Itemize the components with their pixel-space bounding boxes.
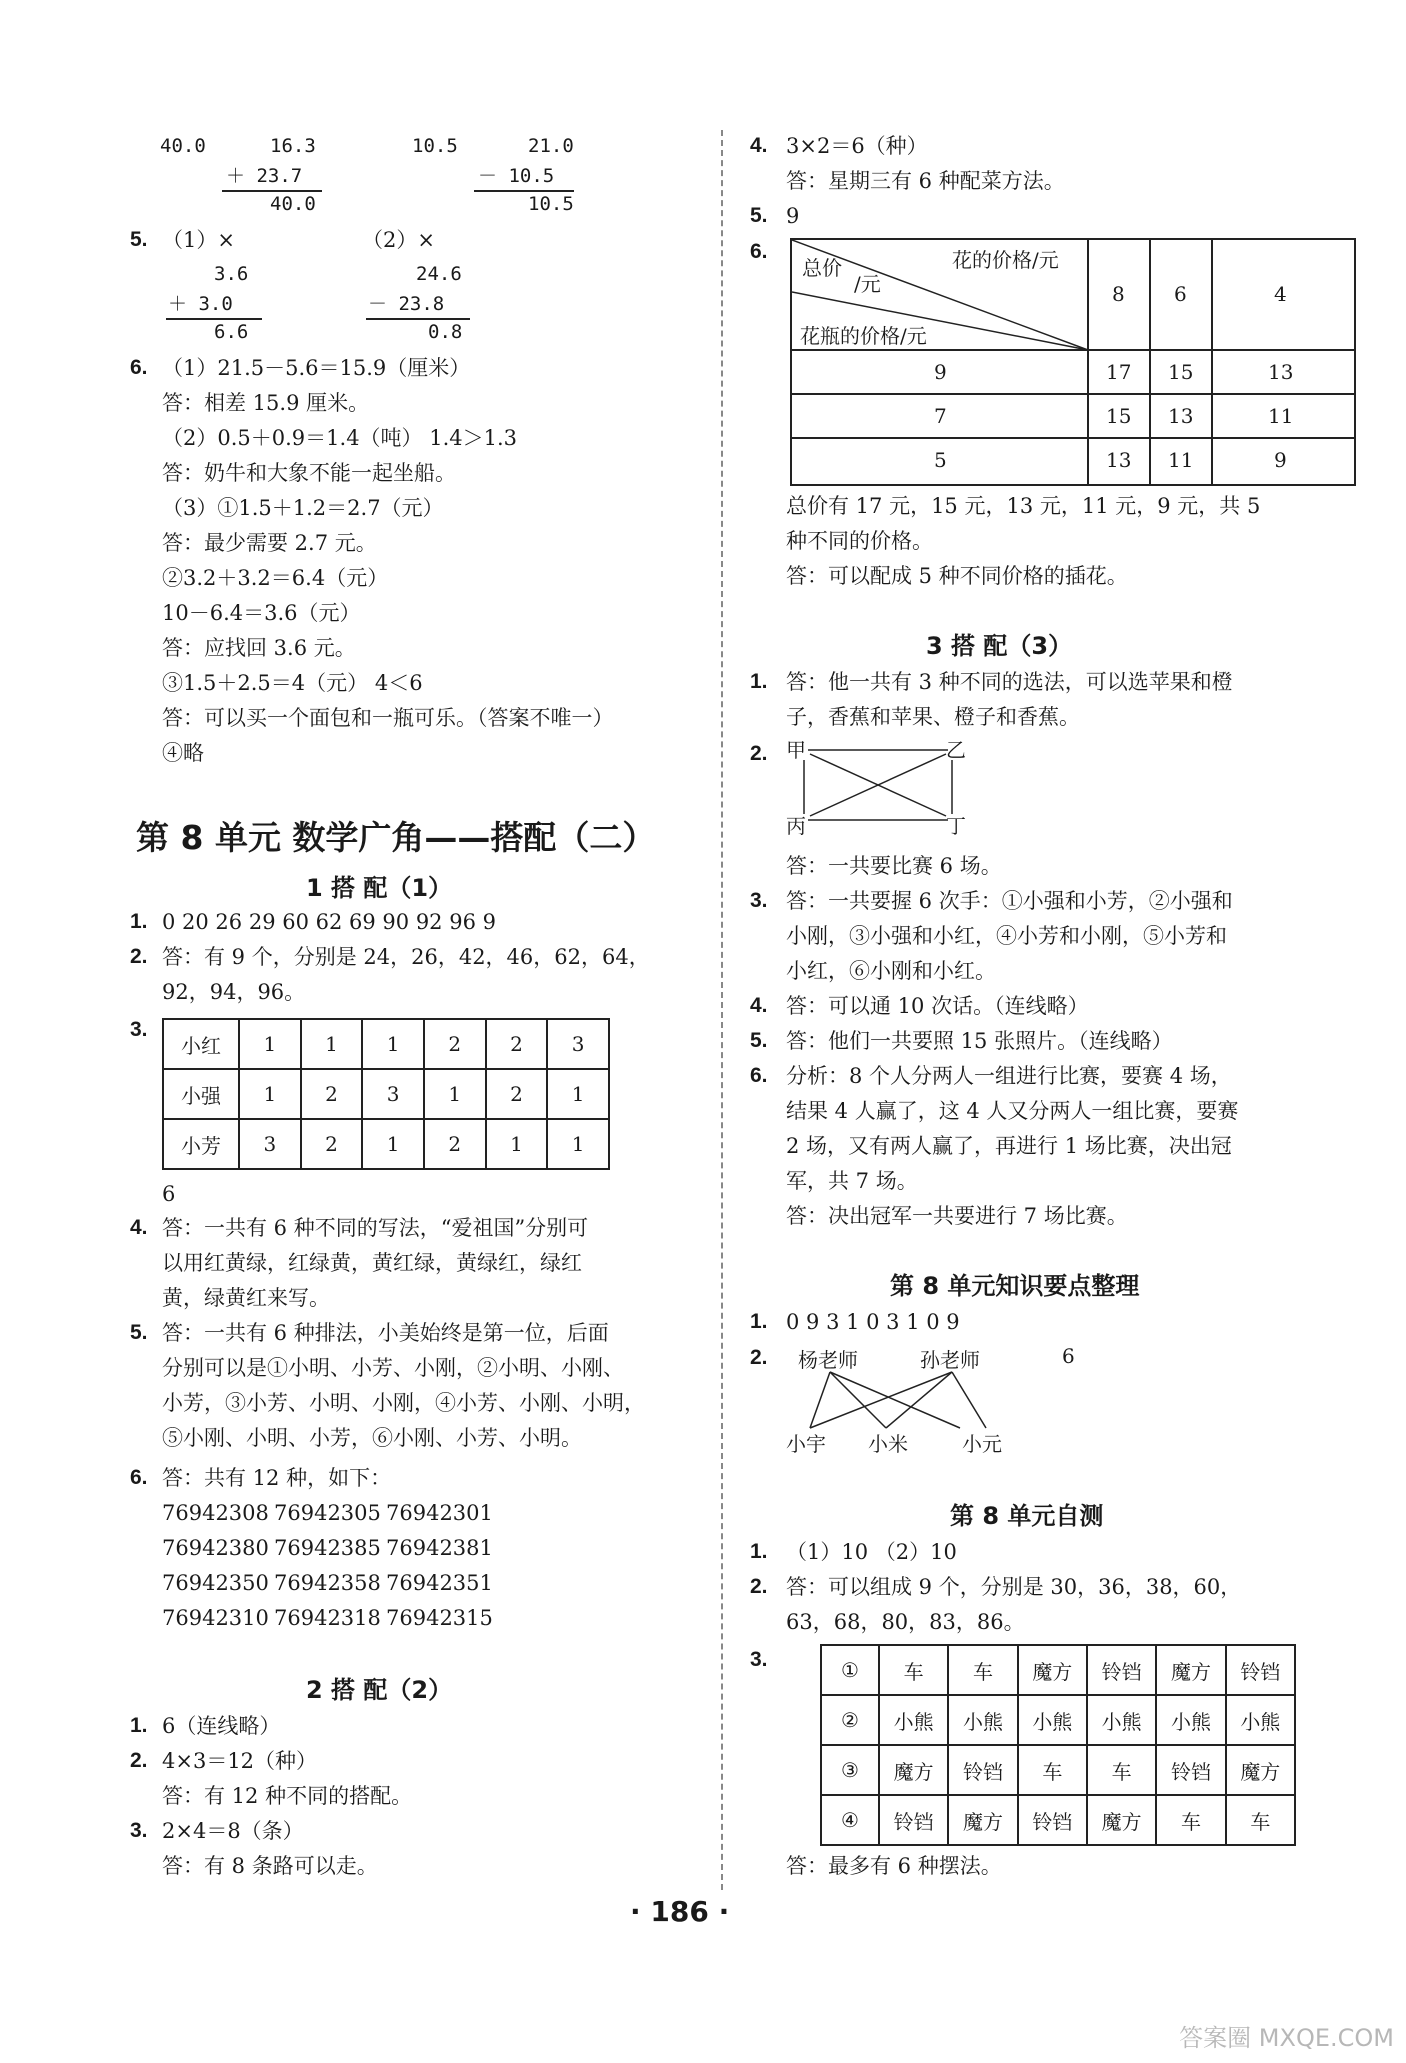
- row-head: 9: [934, 360, 947, 384]
- q5-b1: 24.6: [416, 263, 462, 285]
- r-q4: 3×2＝6（种）: [786, 134, 928, 158]
- table-cell: 魔方: [1018, 1645, 1087, 1695]
- table-cell: 小强: [163, 1069, 239, 1119]
- q-label: 4.: [130, 1216, 148, 1239]
- placement-table: [820, 1644, 1296, 1846]
- num-cell: 76942305: [274, 1501, 381, 1525]
- q-label: 6.: [750, 1064, 768, 1087]
- q-label: 5.: [750, 1029, 768, 1052]
- section-title: 1 搭 配（1）: [306, 874, 453, 902]
- q6-line: 10－6.4＝3.6（元）: [162, 601, 361, 625]
- cell: 13: [1106, 448, 1132, 472]
- q-label: 1.: [750, 1310, 768, 1333]
- column-divider: [721, 130, 723, 1890]
- table-cell: 车: [1087, 1745, 1156, 1795]
- q6-line: （3）①1.5＋1.2＝2.7（元）: [162, 496, 444, 520]
- q6-label: 6.: [130, 356, 148, 379]
- label-bing: 丙: [786, 814, 806, 838]
- q6-line: ②3.2＋3.2＝6.4（元）: [162, 566, 389, 590]
- r-q5: 9: [786, 204, 800, 228]
- s3-q5: 答：他们一共要照 15 张照片。（连线略）: [786, 1029, 1173, 1053]
- student: 小宇: [786, 1432, 826, 1456]
- match-diagram: [786, 738, 986, 838]
- table-cell: 小红: [163, 1019, 239, 1069]
- cell: 11: [1268, 404, 1294, 428]
- t-q1: （1）10 （2）10: [786, 1540, 957, 1564]
- s1-q5: 小芳，③小芳、小明、小刚，④小芳、小刚、小明，: [162, 1391, 645, 1415]
- calc-b-res: 40.0: [270, 193, 316, 215]
- q-label: 3.: [750, 1648, 768, 1671]
- calc-b-op: ＋ 23.7: [226, 165, 303, 187]
- q6-line: ④略: [162, 741, 204, 765]
- q5-b3: 0.8: [428, 321, 463, 343]
- s3-q4: 答：可以通 10 次话。（连线略）: [786, 994, 1089, 1018]
- table-cell: 2: [424, 1019, 486, 1069]
- s3-q3: 小红，⑥小刚和小红。: [786, 959, 996, 983]
- student: 小元: [962, 1432, 1002, 1456]
- s1-q5: ⑤小刚、小明、小芳，⑥小刚、小芳、小明。: [162, 1426, 582, 1450]
- table-cell: 2: [486, 1069, 548, 1119]
- table-cell: 铃铛: [1226, 1645, 1295, 1695]
- num-cell: 76942310: [162, 1606, 269, 1630]
- table-cell: 铃铛: [1018, 1795, 1087, 1845]
- unit-title: 第 8 单元 数学广角——搭配（二）: [136, 818, 656, 857]
- q5-a2: ＋ 3.0: [168, 293, 233, 315]
- student: 小米: [868, 1432, 908, 1456]
- table-cell: 1: [547, 1069, 609, 1119]
- table-cell: 车: [1226, 1795, 1295, 1845]
- q-label: 1.: [130, 1714, 148, 1737]
- table-cell: 3: [362, 1069, 424, 1119]
- label-yi: 乙: [946, 738, 966, 762]
- teacher: 杨老师: [798, 1348, 858, 1372]
- corner-bottom: 花瓶的价格/元: [800, 324, 927, 348]
- table-cell: 1: [239, 1019, 301, 1069]
- table-cell: 小熊: [1087, 1695, 1156, 1745]
- s2-q3a: 答：有 8 条路可以走。: [162, 1854, 378, 1878]
- table-cell: 小熊: [1018, 1695, 1087, 1745]
- table-cell: 车: [948, 1645, 1017, 1695]
- num-cell: 76942318: [274, 1606, 381, 1630]
- calc-d-res: 10.5: [528, 193, 574, 215]
- calc-b: 16.3: [270, 135, 316, 157]
- table-cell: 1: [547, 1119, 609, 1169]
- s3-q3: 小刚，③小强和小红，④小芳和小刚，⑤小芳和: [786, 924, 1227, 948]
- q-label: 1.: [750, 1540, 768, 1563]
- num-cell: 76942301: [386, 1501, 493, 1525]
- table-cell: 魔方: [948, 1795, 1017, 1845]
- section-title: 2 搭 配（2）: [306, 1676, 453, 1704]
- q5-a1: 3.6: [214, 263, 249, 285]
- table-cell: 2: [301, 1119, 363, 1169]
- num-cell: 76942351: [386, 1571, 493, 1595]
- q-label: 2.: [750, 1346, 768, 1369]
- s1-q6: 答：共有 12 种，如下：: [162, 1466, 392, 1490]
- table-cell: 铃铛: [948, 1745, 1017, 1795]
- cell: 13: [1268, 360, 1294, 384]
- table-cell: 1: [301, 1019, 363, 1069]
- table-cell: 魔方: [879, 1745, 948, 1795]
- calc-d-op: － 10.5: [478, 165, 555, 187]
- q-label: 4.: [750, 994, 768, 1017]
- table-cell: 铃铛: [1087, 1645, 1156, 1695]
- q-label: 3.: [750, 889, 768, 912]
- teacher: 孙老师: [920, 1348, 980, 1372]
- s3-q6: 分析：8 个人分两人一组进行比赛，要赛 4 场，: [786, 1064, 1232, 1088]
- q5-p2: （2）×: [362, 228, 435, 252]
- table-cell: 魔方: [1156, 1645, 1225, 1695]
- t-q2: 63，68，80，83，86。: [786, 1610, 1025, 1634]
- row-head: 7: [934, 404, 947, 428]
- arrangement-table: [162, 1018, 610, 1170]
- corner-unit: /元: [854, 272, 881, 296]
- table-cell: 2: [424, 1119, 486, 1169]
- s3-q6: 结果 4 人赢了，这 4 人又分两人一组比赛，要赛: [786, 1099, 1239, 1123]
- q6-line: ③1.5＋2.5＝4（元） 4＜6: [162, 671, 423, 695]
- q5-a3: 6.6: [214, 321, 249, 343]
- table-cell: 1: [486, 1119, 548, 1169]
- r-q4a: 答：星期三有 6 种配菜方法。: [786, 169, 1065, 193]
- q5-label: 5.: [130, 228, 148, 251]
- q-label: 3.: [130, 1819, 148, 1842]
- q-label: 4.: [750, 134, 768, 157]
- q-label: 5.: [130, 1321, 148, 1344]
- s1-q4: 答：一共有 6 种不同的写法，“爱祖国”分别可: [162, 1216, 589, 1240]
- q6-line: 答：相差 15.9 厘米。: [162, 391, 370, 415]
- calc-d: 21.0: [528, 135, 574, 157]
- row-head: 5: [934, 448, 947, 472]
- q6-line: 答：最少需要 2.7 元。: [162, 531, 377, 555]
- r-q6-after: 总价有 17 元，15 元，13 元，11 元，9 元，共 5: [786, 494, 1261, 518]
- table-cell: 魔方: [1087, 1795, 1156, 1845]
- s3-q6: 2 场，又有两人赢了，再进行 1 场比赛，决出冠: [786, 1134, 1232, 1158]
- q-label: 2.: [130, 1749, 148, 1772]
- q-label: 6.: [130, 1466, 148, 1489]
- teacher-student-diagram: [786, 1344, 1086, 1458]
- s3-q6: 军，共 7 场。: [786, 1169, 918, 1193]
- cell: 17: [1106, 360, 1132, 384]
- cell: 11: [1168, 448, 1194, 472]
- cell: 13: [1168, 404, 1194, 428]
- table-cell: 3: [239, 1119, 301, 1169]
- q6-line: 答：应找回 3.6 元。: [162, 636, 356, 660]
- s2-q2: 4×3＝12（种）: [162, 1749, 318, 1773]
- section-title: 第 8 单元知识要点整理: [890, 1272, 1140, 1300]
- q6-line: （1）21.5－5.6＝15.9（厘米）: [162, 356, 471, 380]
- corner-top: 总价: [802, 256, 842, 280]
- s3-q1: 子，香蕉和苹果、橙子和香蕉。: [786, 705, 1080, 729]
- q-label: 1.: [750, 670, 768, 693]
- label-jia: 甲: [786, 738, 806, 762]
- col-head: 8: [1112, 282, 1125, 306]
- table-cell: 车: [879, 1645, 948, 1695]
- watermark: 答案圈 MXQE.COM: [1179, 2024, 1394, 2052]
- table-cell: 小熊: [879, 1695, 948, 1745]
- s1-q2: 答：有 9 个，分别是 24，26，42，46，62，64，: [162, 945, 650, 969]
- table-cell: 1: [239, 1069, 301, 1119]
- section-title: 3 搭 配（3）: [926, 632, 1073, 660]
- s2-q2a: 答：有 12 种不同的搭配。: [162, 1784, 413, 1808]
- s3-q6: 答：决出冠军一共要进行 7 场比赛。: [786, 1204, 1128, 1228]
- table-cell: 铃铛: [1156, 1745, 1225, 1795]
- s1-q5: 分别可以是①小明、小芳、小刚，②小明、小刚、: [162, 1356, 624, 1380]
- q6-line: 答：奶牛和大象不能一起坐船。: [162, 461, 456, 485]
- num-cell: 76942308: [162, 1501, 269, 1525]
- num-cell: 76942385: [274, 1536, 381, 1560]
- num-cell: 76942380: [162, 1536, 269, 1560]
- s1-q1: 0 20 26 29 60 62 69 90 92 96 9: [162, 910, 496, 934]
- calc-c: 10.5: [412, 135, 458, 157]
- q6-line: 答：可以买一个面包和一瓶可乐。（答案不唯一）: [162, 706, 614, 730]
- s2-q3: 2×4＝8（条）: [162, 1819, 304, 1843]
- table-cell: ①: [821, 1645, 879, 1695]
- table-cell: 2: [486, 1019, 548, 1069]
- q-label: 5.: [750, 204, 768, 227]
- col-head: 6: [1174, 282, 1187, 306]
- s3-q1: 答：他一共有 3 种不同的选法，可以选苹果和橙: [786, 670, 1233, 694]
- table-cell: 车: [1156, 1795, 1225, 1845]
- k-q1: 0 9 3 1 0 3 1 0 9: [786, 1310, 960, 1334]
- q-label: 1.: [130, 910, 148, 933]
- table-cell: 3: [547, 1019, 609, 1069]
- q-label: 2.: [750, 742, 768, 765]
- table-cell: 小熊: [1156, 1695, 1225, 1745]
- table-cell: 2: [301, 1069, 363, 1119]
- num-cell: 76942350: [162, 1571, 269, 1595]
- q-label: 6.: [750, 240, 768, 263]
- table-cell: 车: [1018, 1745, 1087, 1795]
- table-cell: 魔方: [1226, 1745, 1295, 1795]
- s2-q1: 6（连线略）: [162, 1714, 281, 1738]
- price-table: [790, 238, 1356, 486]
- cell: 9: [1274, 448, 1287, 472]
- col-head: 4: [1274, 282, 1287, 306]
- t-q3a: 答：最多有 6 种摆法。: [786, 1854, 1002, 1878]
- num-cell: 76942358: [274, 1571, 381, 1595]
- r-q6-after: 种不同的价格。: [786, 529, 933, 553]
- table-cell: 小熊: [1226, 1695, 1295, 1745]
- label-ding: 丁: [946, 814, 966, 838]
- table-cell: ④: [821, 1795, 879, 1845]
- s1-q5: 答：一共有 6 种排法，小美始终是第一位，后面: [162, 1321, 609, 1345]
- table-cell: ②: [821, 1695, 879, 1745]
- table-cell: 1: [362, 1119, 424, 1169]
- q-label: 3.: [130, 1018, 148, 1041]
- section-title: 第 8 单元自测: [950, 1502, 1104, 1530]
- table-cell: 小芳: [163, 1119, 239, 1169]
- table-cell: 1: [362, 1019, 424, 1069]
- r-q6-after: 答：可以配成 5 种不同价格的插花。: [786, 564, 1128, 588]
- table-cell: ③: [821, 1745, 879, 1795]
- s3-q3: 答：一共要握 6 次手：①小强和小芳，②小强和: [786, 889, 1233, 913]
- q-label: 2.: [750, 1575, 768, 1598]
- table-cell: 1: [424, 1069, 486, 1119]
- calc-a: 40.0: [160, 135, 206, 157]
- k-q2-answer: 6: [1062, 1344, 1075, 1368]
- s3-q2a: 答：一共要比赛 6 场。: [786, 854, 1002, 878]
- s1-q2: 92，94，96。: [162, 980, 306, 1004]
- s1-q4: 以用红黄绿，红绿黄，黄红绿，黄绿红，绿红: [162, 1251, 582, 1275]
- s1-q4: 黄，绿黄红来写。: [162, 1286, 330, 1310]
- table-cell: 铃铛: [879, 1795, 948, 1845]
- num-cell: 76942381: [386, 1536, 493, 1560]
- corner-right: 花的价格/元: [952, 248, 1059, 272]
- page-number: · 186 ·: [630, 1895, 730, 1928]
- q5-b2: － 23.8: [368, 293, 445, 315]
- q-label: 2.: [130, 945, 148, 968]
- q6-line: （2）0.5＋0.9＝1.4（吨） 1.4＞1.3: [162, 426, 518, 450]
- q5-p1: （1）×: [162, 228, 235, 252]
- cell: 15: [1168, 360, 1194, 384]
- num-cell: 76942315: [386, 1606, 493, 1630]
- cell: 15: [1106, 404, 1132, 428]
- s1-q3-after: 6: [162, 1182, 176, 1206]
- t-q2: 答：可以组成 9 个，分别是 30，36，38，60，: [786, 1575, 1242, 1599]
- table-cell: 小熊: [948, 1695, 1017, 1745]
